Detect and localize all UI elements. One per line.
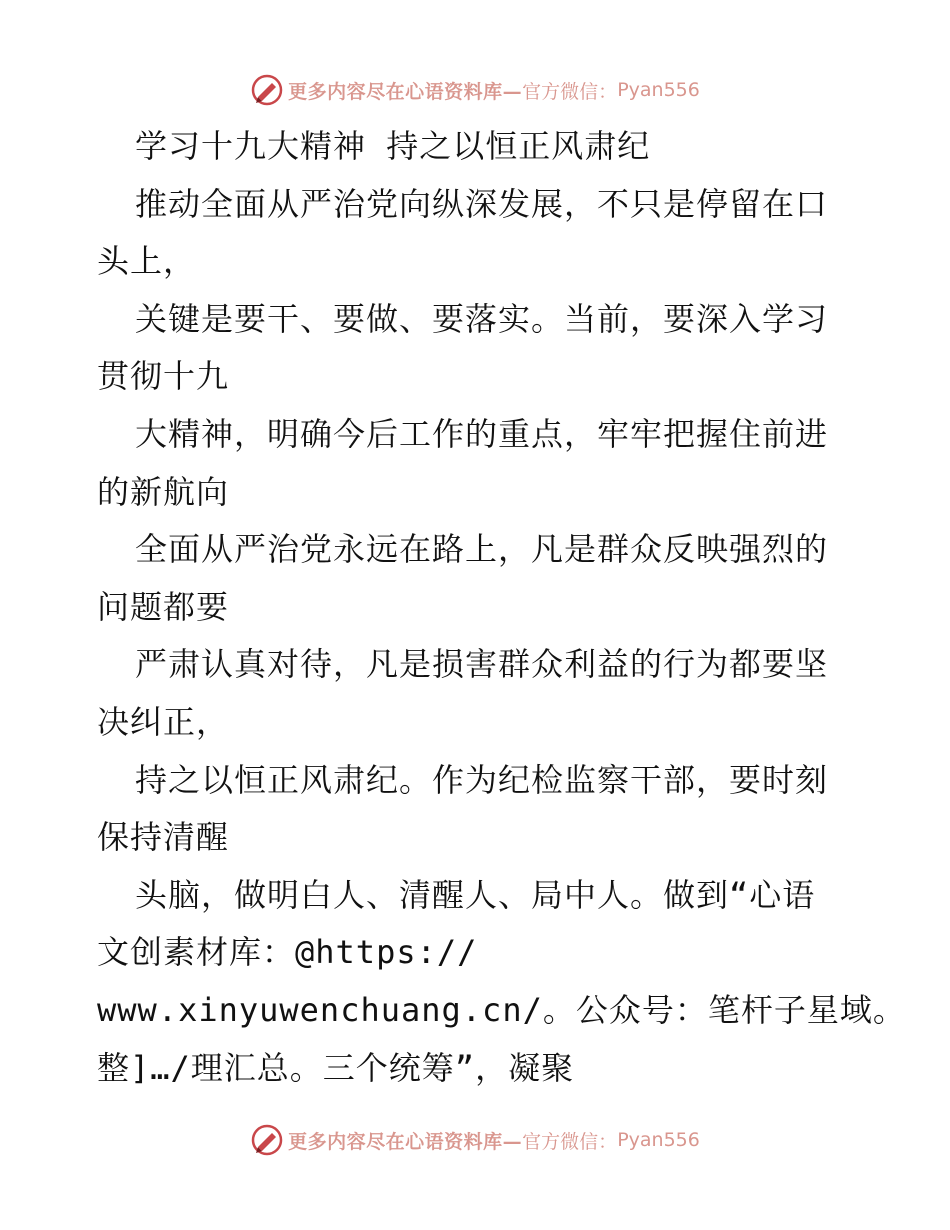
paragraph-line: 头上， (97, 242, 197, 281)
paragraph-line: 严肃认真对待，凡是损害群众利益的行为都要坚 (135, 645, 829, 684)
banner-wechat-label: 官方微信： (522, 80, 618, 103)
banner-wechat-label: 官方微信： (522, 1130, 618, 1153)
paragraph-line: 文创素材库：@https:// (97, 933, 478, 972)
banner-wechat-id: Pyan556 (617, 1129, 700, 1151)
paragraph-line: 大精神，明确今后工作的重点，牢牢把握住前进 (135, 414, 829, 453)
paragraph-line: 的新航向 (97, 472, 230, 511)
document-title: 学习十九大精神 持之以恒正风肃纪 (135, 127, 651, 165)
paragraph-line: 决纠正， (97, 702, 230, 741)
banner-wechat-id: Pyan556 (617, 79, 700, 101)
banner-text: 更多内容尽在心语资料库— (288, 80, 523, 103)
pen-logo-icon (250, 1123, 284, 1157)
footer-banner (0, 1120, 950, 1160)
paragraph-line: 问题都要 (97, 587, 230, 626)
pen-logo-icon (250, 73, 284, 107)
paragraph-line: 推动全面从严治党向纵深发展，不只是停留在口 (135, 184, 829, 223)
header-banner (0, 70, 950, 110)
paragraph-line: 头脑，做明白人、清醒人、局中人。做到“心语 (135, 875, 816, 914)
banner-text: 更多内容尽在心语资料库— (288, 1130, 523, 1153)
paragraph-line: 关键是要干、要做、要落实。当前，要深入学习 (135, 299, 829, 338)
paragraph-line: 整]…/理汇总。三个统筹”，凝聚 (97, 1048, 575, 1087)
paragraph-line: 保持清醒 (97, 818, 230, 857)
paragraph-line: www.xinyuwenchuang.cn/。公众号：笔杆子星域。 (97, 990, 906, 1029)
paragraph-line: 持之以恒正风肃纪。作为纪检监察干部，要时刻 (135, 760, 829, 799)
paragraph-line: 贯彻十九 (97, 357, 230, 396)
document-body (97, 118, 906, 1097)
paragraph-line: 全面从严治党永远在路上，凡是群众反映强烈的 (135, 530, 829, 569)
